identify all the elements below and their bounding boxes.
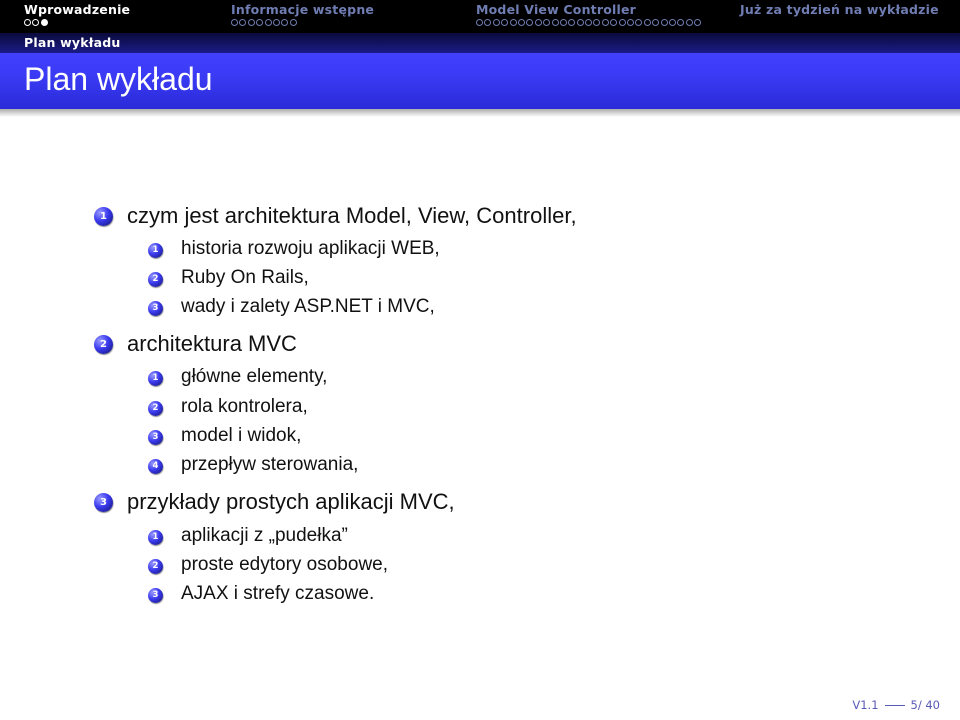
outline-subitem-text: wady i zalety ASP.NET i MVC, (181, 296, 435, 317)
number-bullet-icon: 3 (148, 430, 163, 445)
outline-subitem-text: historia rozwoju aplikacji WEB, (181, 238, 440, 259)
outline-subitem-text: główne elementy, (181, 366, 328, 387)
outline-item-text: czym jest architektura Model, View, Controller, (127, 203, 577, 228)
nav-section-title: Wprowadzenie (24, 2, 131, 17)
number-bullet-icon: 2 (148, 401, 163, 416)
number-bullet-icon: 2 (148, 272, 163, 287)
number-bullet-icon: 3 (148, 588, 163, 603)
outline-subitem-text: Ruby On Rails, (181, 267, 309, 288)
number-bullet-icon: 3 (94, 493, 113, 512)
outline-item-text: przykłady prostych aplikacji MVC, (127, 489, 455, 514)
version-label: V1.1 (852, 698, 879, 712)
number-bullet-icon: 2 (148, 559, 163, 574)
nav-section-title: Informacje wstępne (231, 2, 375, 17)
outline-subitem-text: AJAX i strefy czasowe. (181, 583, 375, 604)
page-number: 5/ 40 (910, 698, 940, 712)
number-bullet-icon: 1 (148, 371, 163, 386)
subsection-label[interactable]: Plan wykładu (24, 35, 121, 50)
footer-separator (885, 705, 905, 706)
slide-footer (852, 698, 940, 712)
number-bullet-icon: 1 (148, 530, 163, 545)
outline-subitem-text: aplikacji z „pudełka” (181, 525, 348, 546)
number-bullet-icon: 2 (94, 335, 113, 354)
number-bullet-icon: 3 (148, 301, 163, 316)
number-bullet-icon: 1 (94, 207, 113, 226)
number-bullet-icon: 4 (148, 459, 163, 474)
outline-subitem-text: model i widok, (181, 425, 302, 446)
frame-title: Plan wykładu (24, 61, 213, 97)
outline-subitem-text: proste edytory osobowe, (181, 554, 389, 575)
outline-subitem-text: rola kontrolera, (181, 396, 308, 417)
nav-section-title: Już za tydzień na wykładzie (740, 2, 939, 17)
number-bullet-icon: 1 (148, 243, 163, 258)
outline-item-text: architektura MVC (127, 331, 297, 356)
nav-section-title: Model View Controller (476, 2, 637, 17)
outline-subitem-text: przepływ sterowania, (181, 454, 359, 475)
